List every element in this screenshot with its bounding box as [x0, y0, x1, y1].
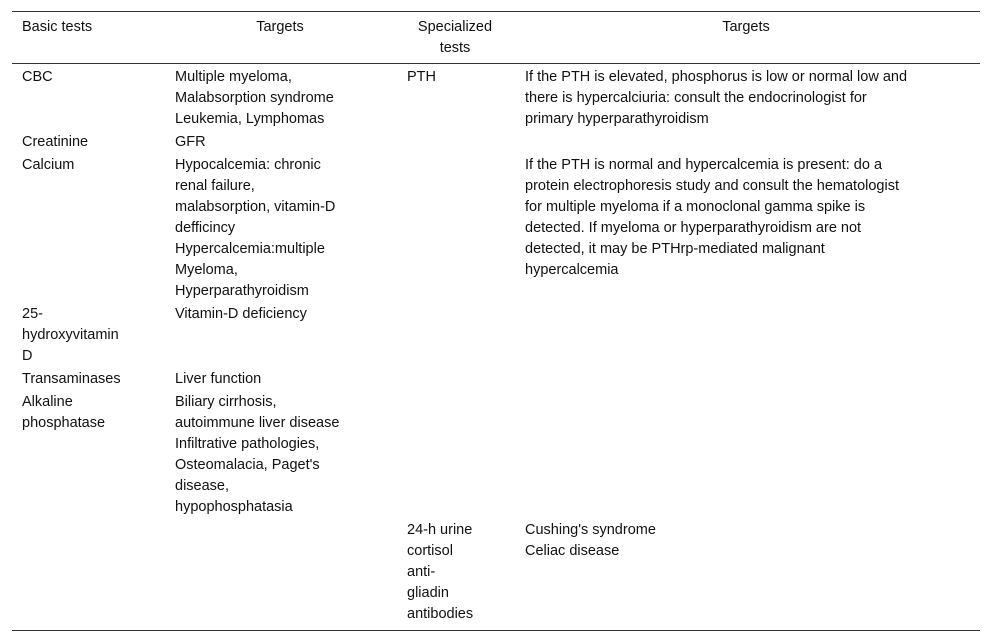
basic-targets-cbc: Multiple myeloma, Malabsorption syndrome Leukemia, Lymphomas: [175, 69, 334, 127]
table-bottom-rule: [12, 630, 980, 631]
basic-test-alkaline-phosphatase: Alkaline phosphatase: [22, 394, 106, 431]
basic-test-vitamin-d: 25- hydroxyvitamin D: [22, 306, 119, 364]
header-basic-tests: Basic tests: [22, 19, 93, 35]
table-top-rule: [12, 11, 980, 12]
basic-test-calcium: Calcium: [22, 157, 75, 173]
basic-test-transaminases: Transaminases: [22, 371, 121, 387]
basic-targets-transaminases: Liver function: [175, 371, 262, 387]
header-targets-specialized: Targets: [722, 19, 770, 35]
table-header-rule: [12, 63, 980, 64]
basic-targets-calcium: Hypocalcemia: chronic renal failure, malabsorption, vitamin-D defficincy Hypercalcemia:multiple Myeloma, Hyperparathyroidism: [175, 157, 336, 299]
basic-targets-creatinine: GFR: [175, 134, 206, 150]
basic-test-cbc: CBC: [22, 69, 53, 85]
basic-test-creatinine: Creatinine: [22, 134, 89, 150]
specialized-test-cortisol-gliadin: 24-h urine cortisol anti- gliadin antibodies: [407, 522, 474, 622]
header-targets-basic: Targets: [256, 19, 304, 35]
basic-targets-vitamin-d: Vitamin-D deficiency: [175, 306, 307, 322]
specialized-targets-pth-elevated: If the PTH is elevated, phosphorus is low or normal low and there is hypercalciuria: consult the endocrinologist for primary hyperparathyroidism: [525, 69, 908, 127]
specialized-targets-cortisol-gliadin: Cushing's syndrome Celiac disease: [525, 522, 656, 559]
header-specialized-tests: Specialized tests: [417, 19, 493, 56]
basic-targets-alkaline-phosphatase: Biliary cirrhosis, autoimmune liver disease Infiltrative pathologies, Osteomalacia, Paget's disease, hypophosphatasia: [175, 394, 340, 515]
specialized-test-pth: PTH: [407, 69, 436, 85]
specialized-targets-pth-normal: If the PTH is normal and hypercalcemia is present: do a protein electrophoresis study and consult the hematologist for multiple myeloma if a monoclonal gamma spike is detected. If myeloma or hyperparathyroidism are not detected, it may be PTHrp-mediated malignant hypercalcemia: [525, 157, 899, 278]
